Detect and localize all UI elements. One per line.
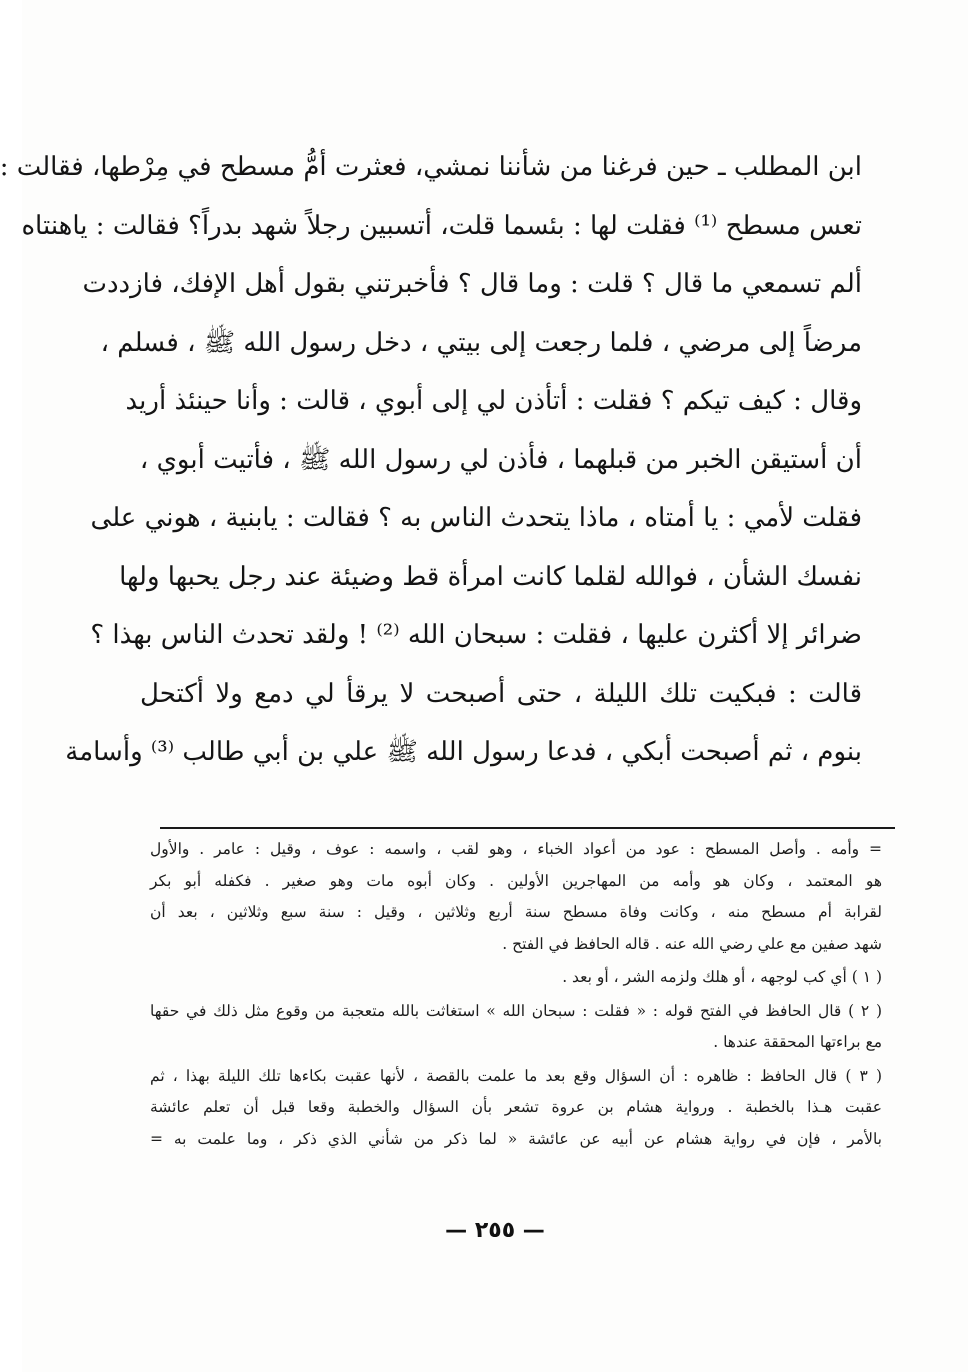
footnote-line: عقبت هـذا بالخطبة . ورواية هشام بن عروة تشعر بأن السؤال والخطبة وقعا قبل أن تعلم عائشة [150,1098,882,1116]
footnote-line: = وأمه . وأصل المسطح : عود من أعواد الخباء ، وهو لقب ، واسمه : عوف ، وقيل : عامر . والأول [150,840,882,858]
footnotes-section [150,834,882,1155]
footnote-line: شهد صفين مع علي رضي الله عنه . قاله الحافظ في الفتح . [502,934,882,953]
main-text-line: بنوم ، ثم أصبحت أبكي ، فدعا رسول الله ﷺ علي بن أبي طالب ⁽³⁾ وأسامة [65,737,862,767]
footnote-divider [160,827,895,829]
footnote-2: ( ٢ ) قال الحافظ في الفتح قوله : « فقلت : سبحان الله » استغاثت بالله متعجبة من وقوع مثل ذلك في حقها [150,1001,882,1020]
main-text-line: ابن المطلب ـ حين فرغنا من شأننا نمشي، فعثرت أمُّ مسطح في مِرْطها، فقالت : [0,152,862,182]
main-text-line: أن أستيقن الخبر من قبلهما ، فأذن لي رسول الله ﷺ ، فأتيت أبوي ، [139,444,862,475]
footnote-3: ( ٣ ) قال الحافظ : ظاهره : أن السؤال وقع بعد ما علمت بالقصة ، لأنها عقبت بكاءها تلك الليلة بهذا ، ثم [150,1066,882,1085]
main-body-text [0,138,862,782]
footnote-line: بالأمر ، فإن في رواية هشام عن أبيه عن عائشة « لما ذكر من شأني الذي ذكر ، وما علمت به = [150,1129,882,1148]
footnote-line: مع براءتها المحققة عندها . [713,1033,882,1051]
main-text-line: تعس مسطح ⁽¹⁾ فقلت لها : بئسما قلت، أتسبين رجلاً شهد بدراً؟ فقالت : ياهنتاه [21,210,862,241]
main-text-line: فقلت لأمي : يا أمتاه ، ماذا يتحدث الناس به ؟ فقالت : يابنية ، هوني على [90,503,862,533]
page-number: — ٢٥٥ — [445,1218,545,1243]
footnote-line: لقرابة أم مسطح منه ، وكانت وفاة مسطح سنة أربع وثلاثين ، وقيل : سنة سبع وثلاثين ، بعد أن [150,903,882,921]
main-text-line: نفسك الشأن ، فوالله لقلما كانت امرأة قط وضيئة عند رجل يحبها ولها [119,561,862,592]
main-text-line: مرضاً إلى مرضي ، فلما رجعت إلى بيتي ، دخل رسول الله ﷺ ، فسلم ، [100,327,862,358]
footnote-line: هو المعتمد ، وكان هو وأمه من المهاجرين الأولين . وكان أبوه مات وهو صغير . فكفله أبو بكر [150,871,882,890]
main-text-line: قالت : فبكيت تلك الليلة ، حتى أصبحت لا يرقأ لي دمع ولا أكتحل [140,678,862,709]
footnote-1: ( ١ ) أي كب لوجهه ، أو هلك ولزمه الشر ، أو بعد . [562,968,882,986]
main-text-line: ألم تسمعي ما قال ؟ قلت : وما قال ؟ فأخبرتني بقول أهل الإفك، فازددت [82,269,862,299]
main-text-line: وقال : كيف تيكم ؟ فقلت : أتأذن لي إلى أبوي ، قالت : وأنا حينئذ أريد [125,386,862,416]
main-text-line: ضرائر إلا أكثرن عليها ، فقلت : سبحان الله ⁽²⁾ ! ولقد تحدث الناس بهذا ؟ [90,620,862,650]
